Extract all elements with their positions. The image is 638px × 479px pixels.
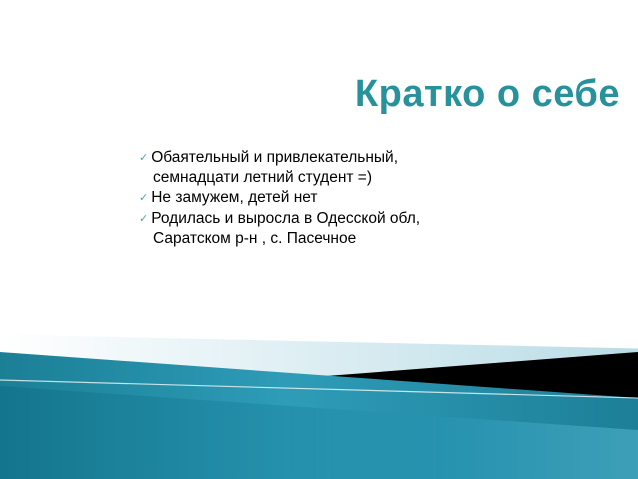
check-mark-icon: ✓ xyxy=(139,192,149,205)
page-title: Кратко о себе xyxy=(354,73,620,115)
list-item xyxy=(139,148,479,187)
list-item-text: Не замужем, детей нет xyxy=(151,189,318,207)
check-mark-icon: ✓ xyxy=(139,152,149,164)
check-mark-icon: ✓ xyxy=(139,213,149,226)
content-list xyxy=(139,148,479,249)
list-item-text: Родилась и выросла в Одесской обл, Саратском р-н , с. Пасечное xyxy=(151,210,421,247)
list-item xyxy=(139,209,479,248)
list-item-text: Обаятельный и привлекательный, семнадцати летний студент =) xyxy=(151,149,399,186)
list-item xyxy=(139,188,479,208)
